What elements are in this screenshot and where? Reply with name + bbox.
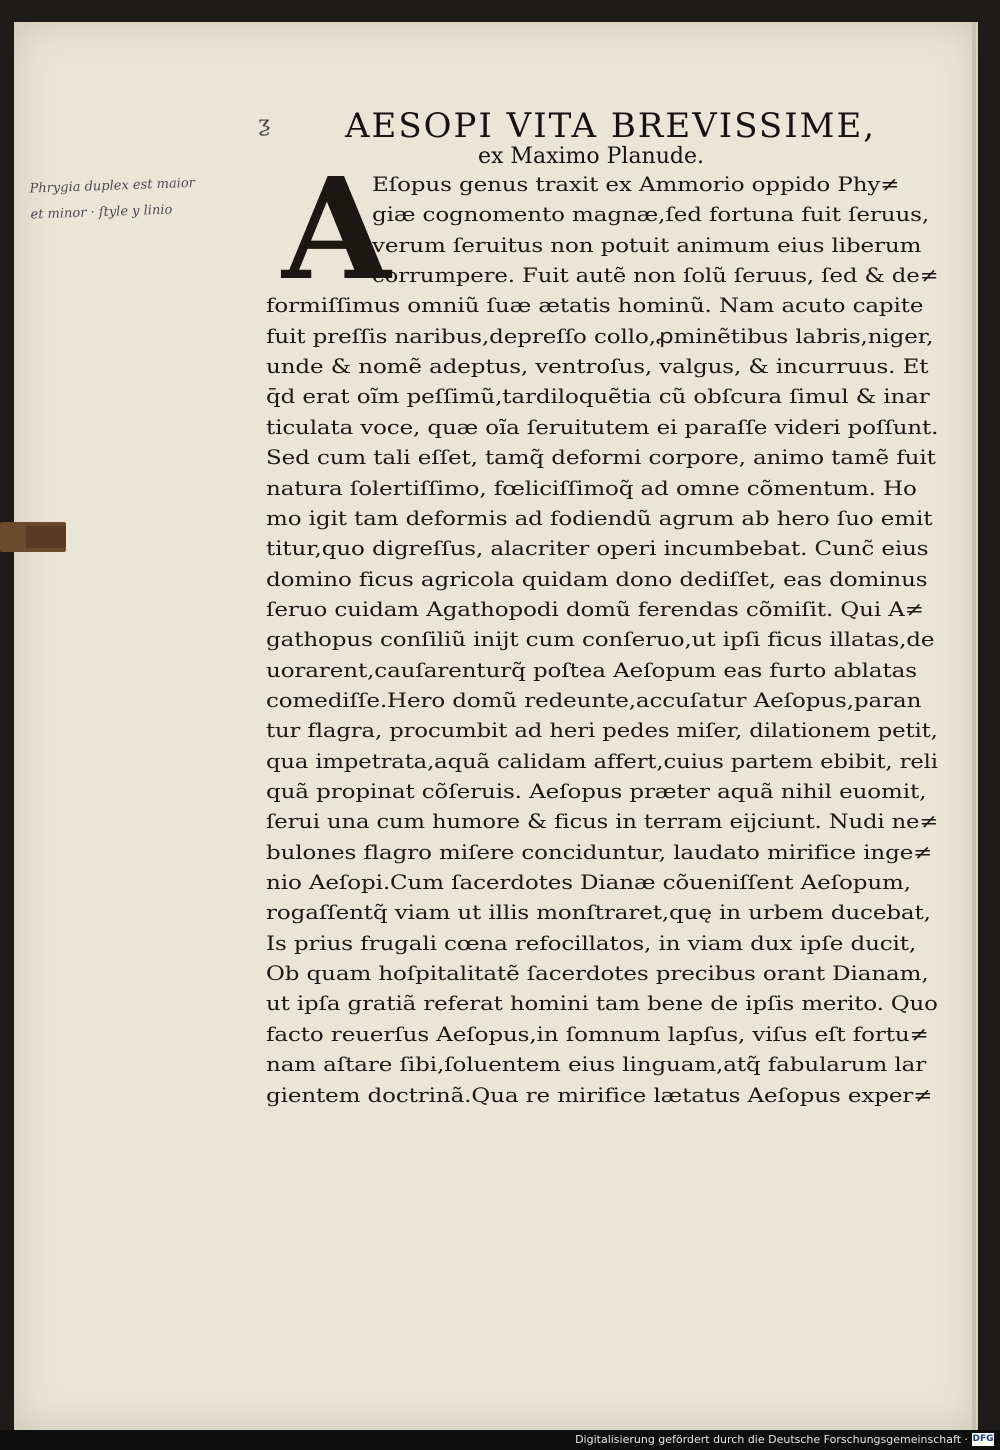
text-line: formiſſimus omniũ ſuæ ætatis hominũ. Nam acuto capite	[266, 293, 924, 318]
text-line: ſerui una cum humore & ficus in terram eijciunt. Nudi ne≠	[266, 809, 939, 834]
text-line: ſeruo cuidam Agathopodi domũ ferendas cõmiſit. Qui A≠	[266, 596, 924, 621]
text-line: gathopus conſiliũ iniјt cum conſeruo,ut ipſi ficus illatas,de	[266, 627, 935, 652]
text-line: qua impetrata,aquã calidam affert,cuius partem ebibit, reli	[266, 748, 938, 773]
signature-mark: ƺ	[258, 112, 271, 137]
text-line: rogaſſentq̃ viam ut illis monſtraret,quę in urbem ducebat,	[266, 900, 931, 925]
text-line: natura ſolertiſſimo, fœliciſſimoq̃ ad omne cõmentum. Ho	[266, 475, 917, 500]
text-line: q̄d erat oĩm peſſimũ,tardiloquẽtia cũ obſcura ſimul & inar	[266, 384, 930, 409]
text-line: quã propinat cõſeruis. Aeſopus præter aquã nihil euomit,	[266, 779, 927, 803]
text-line: ticulata voce, quæ oĩa ſeruitutem ei paraſſe videri poſſunt.	[266, 414, 939, 439]
dfg-logo: DFG	[972, 1434, 994, 1444]
text-line: fuit preſſis naribus,depreſſo collo,ꝓminẽtibus labris,niger,	[266, 323, 934, 348]
text-line: tur flagra, procumbit ad heri pedes miſer, dilationem petit,	[266, 718, 938, 743]
text-line: nam aſtare ſibi,ſoluentem eius linguam,atq̃ fabularum lar	[266, 1052, 927, 1077]
page-subtitle: ex Maximo Planude.	[478, 144, 704, 169]
text-line: Is prius frugali cœna refocillatos, in viam dux ipſe ducit,	[266, 930, 917, 955]
marginalia-line-1: Phrygia duplex est maior	[29, 175, 196, 197]
text-line: titur,quo digreſſus, alacriter operi incumbebat. Cunc̃ eius	[266, 536, 929, 561]
text-line: nio Aeſopi.Cum ſacerdotes Dianæ cõueniſſent Aeſopum,	[266, 870, 911, 895]
text-line: domino ficus agricola quidam dono dediſſet, eas dominus	[266, 566, 928, 591]
text-line: corrumpere. Fuit autẽ non ſolũ ſeruus, ſed & de≠	[372, 263, 939, 288]
text-line: facto reuerſus Aeſopus,in ſomnum lapſus, viſus eſt fortu≠	[266, 1021, 929, 1046]
text-line: bulones flagro miſere conciduntur, laudato mirifice inge≠	[266, 839, 933, 864]
text-line: mo igit tam deformis ad fodiendũ agrum ab hero ſuo emit	[266, 505, 933, 530]
handwritten-marginalia	[29, 167, 291, 228]
text-line: verum ſeruitus non potuit animum eius liberum	[372, 232, 922, 257]
text-line: uorarent,cauſarenturq̃ poſtea Aeſopum eas furto ablatas	[266, 657, 917, 682]
text-line: giæ cognomento magnæ,ſed fortuna fuit ſeruus,	[372, 202, 930, 227]
text-line: Eſopus genus traxit ex Ammorio oppido Phy≠	[372, 172, 900, 196]
text-line: unde & nomẽ adeptus, ventroſus, valgus, & incurruus. Et	[266, 354, 929, 379]
drop-cap: A	[282, 148, 391, 312]
text-line: comediſſe.Hero domũ redeunte,accuſatur Aeſopus,paran	[266, 687, 922, 712]
page-title: AESOPI VITA BREVISSIME,	[345, 106, 877, 146]
footer-credit: Digitalisierung gefördert durch die Deutsche Forschungsgemeinschaft ·	[575, 1433, 968, 1446]
text-line: Ob quam hoſpitalitatẽ ſacerdotes precibus orant Dianam,	[266, 961, 929, 986]
marginalia-line-2: et minor · ſtyle y linio	[30, 202, 173, 223]
text-line: Sed cum tali eſſet, tamq̃ deformi corpore, animo tamẽ fuit	[266, 445, 936, 470]
page-tab-marker	[0, 522, 66, 552]
text-line: ut ipſa gratiã referat homini tam bene de ipſis merito. Quo	[266, 991, 938, 1016]
text-line: gientem doctrinã.Qua re mirifice lætatus Aeſopus exper≠	[266, 1082, 933, 1107]
page-edge	[972, 22, 976, 1430]
